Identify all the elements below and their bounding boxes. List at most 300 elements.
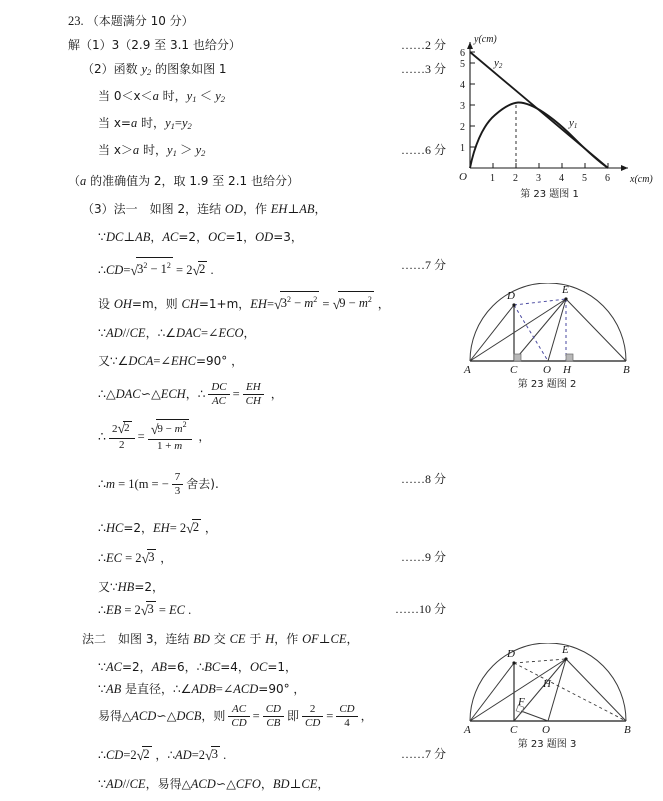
fraction-denominator: 2 [109, 438, 135, 452]
line-4-y1-sub: 1 [170, 121, 175, 131]
fraction-numerator: 2 [309, 703, 316, 716]
line-7-od: OD [224, 202, 243, 216]
x-tick-label-5: 5 [582, 173, 587, 184]
point-label-D: D [507, 648, 515, 660]
line-17-a: ∴ [98, 551, 106, 566]
line-4-b: 时， [137, 116, 166, 130]
line-5-rel: ＞ [176, 143, 196, 157]
figure-3-svg [438, 643, 656, 735]
line-16-eh: EH [153, 521, 170, 536]
line-20-ce2: CE [330, 632, 347, 647]
line-12-dca: DCA [128, 354, 154, 368]
point-label-C: C [510, 364, 518, 375]
line-10-eh: EH [250, 297, 267, 311]
solution-text-column [68, 14, 446, 801]
line-25-ad: AD [105, 776, 123, 791]
line-7-b: ，作 [242, 202, 271, 216]
line-8-c: =2， [178, 230, 209, 244]
line-11-dac: DAC [175, 326, 201, 340]
line-23-c: ， [360, 709, 373, 724]
segment-OF [521, 711, 548, 721]
solution-line-25 [68, 777, 440, 792]
triangle-symbol: △ [151, 387, 161, 402]
line-21-e: =1， [267, 660, 298, 675]
line-22-b: 是直径，∴∠ [121, 682, 192, 697]
line-24-ad: AD [175, 747, 192, 762]
curve-y1 [470, 102, 608, 168]
problem-number: 23. [68, 14, 84, 28]
y2-subscript: 2 [147, 67, 152, 77]
label-y2: y2 [494, 57, 503, 70]
line-5-y1: y [167, 143, 173, 157]
fraction-2root2-2 [109, 422, 135, 452]
line-22-adb: ADB [191, 682, 216, 697]
line-6-it: a [80, 174, 87, 188]
point-label-F: F [518, 696, 525, 708]
solution-line-22 [68, 682, 440, 697]
line-3-a-it: a [152, 89, 159, 103]
figure-3-caption: 第 23 题图 3 [517, 739, 577, 750]
fraction-denominator: CH [243, 394, 264, 408]
radical-body: 3 [147, 602, 154, 617]
line-5-a-it: a [132, 143, 140, 157]
because-symbol-3: ∵ [98, 660, 106, 675]
line-15-c: 舍去). [186, 477, 219, 492]
figure-1-caption: 第 23 题图 1 [520, 189, 579, 200]
line-24-cd: CD [105, 747, 124, 762]
x-tick-label-2: 2 [513, 173, 518, 184]
fraction-7-3 [172, 471, 184, 497]
segment-EB [566, 659, 626, 721]
solution-line-19 [68, 602, 446, 620]
line-10-c: =1+m， [198, 297, 251, 311]
point-label-H: H [543, 678, 551, 690]
solution-line-16 [68, 520, 440, 537]
line-12-ehc: EHC [170, 354, 196, 368]
semicircle-arc [470, 283, 626, 361]
line-14-a: ∴ [98, 429, 106, 444]
x-tick-marks [493, 163, 608, 168]
segment-AD [470, 305, 514, 361]
line-18-a: 又∵ [98, 580, 118, 595]
line-3-a: 当 0＜x＜ [98, 89, 153, 103]
fraction-denominator: 3 [172, 484, 184, 498]
problem-title [68, 14, 440, 29]
label-y1: y1 [569, 117, 578, 130]
fraction-numerator: $√9 - m^2$ [150, 420, 187, 439]
x-axis-arrow [621, 165, 628, 171]
radical-sign: √ [136, 748, 145, 764]
similar-symbol-2: ∽ [156, 709, 167, 724]
line-4-y2-sub: 2 [187, 121, 192, 131]
line-9-eq2: = 2 [172, 263, 193, 277]
fraction-denominator: CB [263, 716, 284, 730]
line-20-c: 于 [245, 632, 266, 647]
solution-line-17 [68, 550, 446, 568]
point-label-H: H [563, 364, 571, 375]
radical-sign: √ [186, 522, 194, 538]
line-12-a: 又∵∠ [98, 354, 129, 368]
line-20-ce: CE [229, 632, 246, 647]
line-3-y1: y [186, 89, 193, 103]
line-19-ec: EC [169, 603, 186, 618]
line-22-c: =90° ， [258, 682, 306, 697]
radical-sign: √ [192, 264, 201, 279]
line-24-eq2: =2 [191, 747, 206, 762]
line-21-ac: AC [105, 660, 122, 675]
radical-sign: √ [205, 748, 213, 764]
solution-line-13 [68, 382, 440, 408]
segment-EB [566, 299, 626, 361]
line-15-a: ∴ [98, 477, 106, 492]
fraction-numerator: CD [339, 703, 355, 716]
radical-body: 3 [211, 746, 218, 761]
line-13-eq: = [232, 387, 240, 402]
line-24-c: . [219, 747, 227, 762]
score-marker-6: ……6 分 [400, 143, 446, 157]
x-tick-label-6: 6 [605, 173, 610, 184]
fraction-ac-cd [228, 703, 249, 729]
line-20-bd: BD [193, 632, 210, 647]
line-19-eb: EB [105, 603, 122, 618]
line-16-c: ， [201, 521, 217, 536]
fraction-denominator: 1 + m [148, 439, 192, 453]
y-axis-arrow [467, 42, 473, 49]
point-label-D: D [507, 290, 515, 302]
line-1-text: 解（1）3（2.9 至 3.1 也给分） [68, 38, 241, 52]
line-22-eq: =∠ [215, 682, 234, 697]
triangle-symbol-3: △ [226, 776, 236, 791]
solution-line-24 [68, 746, 446, 764]
line-25-d: ， [317, 776, 330, 791]
similar-symbol-3: ∽ [215, 776, 227, 791]
vertex-D [512, 303, 515, 306]
y-tick-label-6: 6 [460, 48, 465, 59]
line-15-m: m [105, 477, 115, 492]
solution-line-3 [68, 89, 440, 107]
right-angle-mark-H [566, 354, 573, 361]
line-13-a: ∴△ [98, 387, 116, 402]
line-18-hb: HB [117, 580, 135, 595]
solution-line-23 [68, 704, 440, 730]
solution-line-4 [68, 116, 440, 134]
line-20-of: OF [302, 632, 319, 647]
line-20-b: 交 [209, 632, 230, 647]
line-16-eq: = 2 [169, 521, 187, 536]
line-8-dc: DC [105, 230, 124, 244]
score-marker-10: ……10 分 [394, 602, 446, 617]
solution-line-7 [68, 202, 440, 217]
line-20-d: ，作 [274, 632, 303, 647]
line-8-oc: OC [208, 230, 226, 244]
fraction-2-cd [302, 703, 323, 729]
perp-symbol: ⊥ [287, 202, 300, 216]
radical-7 [141, 602, 156, 619]
line-21-d: =4， [220, 660, 250, 675]
line-3-y2-sub: 2 [220, 94, 226, 104]
line-23-a: 易得△ [98, 709, 132, 724]
x-tick-label-1: 1 [490, 173, 495, 184]
fraction-denominator: CD [228, 716, 249, 730]
because-symbol-2: ∵ [98, 326, 106, 340]
segment-AE [470, 299, 566, 361]
line-19-a: ∴ [98, 603, 106, 618]
line-25-bd: BD [272, 776, 290, 791]
line-4-a: 当 x= [98, 116, 131, 130]
line-21-c: =6，∴ [166, 660, 205, 675]
figure-2-caption: 第 23 题图 2 [517, 379, 577, 390]
line-10-eq2: = [319, 297, 333, 311]
line-3-rel: ＜ [196, 89, 216, 103]
therefore-symbol: ∴ [98, 263, 106, 277]
radical-body: $9 - m^2$ [338, 291, 374, 311]
line-14-eq: = [137, 429, 145, 444]
segment-AD [470, 663, 514, 721]
segment-BD-dashed [514, 663, 626, 721]
line-2-suffix: 的图象如图 1 [151, 62, 227, 76]
line-23-eq: = [252, 709, 260, 724]
line-3-b: 时， [158, 89, 187, 103]
similar-symbol: ∽ [140, 387, 152, 402]
line-10-eq: = [266, 297, 274, 311]
radical-body: $3^2 - m^2$ [280, 291, 320, 311]
figure-1-svg [442, 30, 657, 185]
line-21-oc: OC [249, 660, 268, 675]
line-16-a: ∴ [98, 521, 106, 536]
radical-5 [186, 520, 201, 537]
radical-2 [192, 262, 207, 279]
line-24-eq: =2 [123, 747, 137, 762]
parallel-symbol: // [122, 326, 130, 340]
because-symbol-4: ∵ [98, 682, 106, 697]
line-19-eq2: = [155, 603, 170, 618]
line-5-y2-sub: 2 [201, 148, 206, 158]
line-3-y1-sub: 1 [192, 94, 197, 104]
point-label-O: O [542, 724, 550, 735]
line-23-dcb: DCB [176, 709, 202, 724]
because-symbol-5: ∵ [98, 776, 106, 791]
radical-8 [137, 747, 152, 764]
fraction-numerator: 2√2 [111, 421, 130, 437]
fraction-cd-cb [263, 703, 284, 729]
solution-line-15 [68, 471, 446, 498]
line-5-y2: y [195, 143, 202, 157]
parallel-symbol-2: // [122, 776, 130, 791]
score-marker-9: ……9 分 [400, 550, 446, 565]
line-8-e: =3， [273, 230, 303, 244]
line-21-ab: AB [151, 660, 167, 675]
y-tick-label-2: 2 [460, 122, 465, 133]
line-16-b: =2， [123, 521, 154, 536]
fraction-cd-4 [336, 703, 357, 729]
point-label-B: B [623, 364, 630, 375]
fraction-denominator: AC [208, 394, 229, 408]
line-19-b: . [185, 603, 192, 618]
radical-1 [130, 258, 173, 279]
solution-line-20 [68, 632, 440, 647]
fraction-denominator: 4 [336, 716, 357, 730]
line-9-cd: CD [105, 263, 124, 277]
line-25-acd: ACD [190, 776, 216, 791]
radical-sign: √ [140, 604, 149, 620]
line-9-eq: = [123, 263, 131, 277]
line-7-a: （3）法一 如图 2，连结 [82, 202, 225, 216]
perp-symbol-3: ⊥ [318, 632, 331, 647]
line-8-ab: AB [135, 230, 151, 244]
line-12-eq: =∠ [153, 354, 171, 368]
line-24-b: ，∴ [151, 747, 176, 762]
line-23-ji: 即 [286, 709, 299, 724]
line-15-b: = 1(m = − [114, 477, 169, 492]
radical-6 [142, 550, 157, 567]
radical-sign: √ [141, 552, 150, 568]
vertex-E [564, 657, 567, 660]
solution-line-12 [68, 354, 440, 369]
line-13-c: ， [266, 387, 283, 402]
vertex-E [564, 297, 567, 300]
solution-line-18 [68, 580, 440, 595]
point-label-O: O [543, 364, 551, 375]
because-symbol: ∵ [98, 230, 106, 244]
fraction-numerator: 7 [174, 471, 181, 484]
fraction-dc-ac [208, 381, 229, 407]
line-18-b: =2， [134, 580, 165, 595]
radical-body: $3^2 - 1^2$ [136, 257, 173, 277]
line-25-cfo: CFO [235, 776, 261, 791]
line-23-acd: ACD [131, 709, 157, 724]
solution-line-2 [68, 62, 446, 80]
fraction-numerator: EH [245, 381, 261, 393]
figure-2-svg [438, 283, 656, 375]
line-24-a: ∴ [98, 747, 106, 762]
radical-sign: √ [130, 264, 139, 279]
solution-line-9 [68, 258, 446, 279]
line-4-y1: y [165, 116, 171, 130]
line-11-eco: ECO [218, 326, 244, 340]
line-7-eh: EH [270, 202, 288, 216]
radical-4 [333, 292, 374, 313]
radical-body: 2 [143, 746, 150, 761]
point-label-E: E [562, 284, 569, 296]
figure-2-diagram [438, 283, 656, 390]
y-tick-label-1: 1 [460, 143, 465, 154]
point-label-E: E [562, 644, 569, 656]
x-axis-label: x(cm) [630, 174, 653, 185]
y2-var: y [141, 62, 148, 76]
line-17-b: ， [156, 551, 173, 566]
line-8-od: OD [255, 230, 274, 244]
solution-line-21 [68, 660, 440, 675]
line-10-a: 设 [98, 297, 114, 311]
line-16-hc: HC [105, 521, 124, 536]
line-9-end: . [207, 263, 214, 277]
line-22-acd: ACD [233, 682, 259, 697]
right-angle-mark-C [514, 354, 521, 361]
line-25-b: ，易得△ [145, 776, 191, 791]
line-11-b: ，∴∠ [145, 326, 176, 340]
score-marker-7: ……7 分 [400, 258, 446, 272]
segment-DE-dashed [514, 659, 566, 663]
line-19-eq: = 2 [121, 603, 141, 618]
line-11-c: ， [243, 326, 256, 340]
line-13-dac: DAC [115, 387, 141, 402]
problem-header: （本题满分 10 分） [86, 14, 194, 28]
y-tick-label-4: 4 [460, 80, 465, 91]
line-20-h: H [265, 632, 275, 647]
line-21-b: =2， [121, 660, 152, 675]
line-11-ad: AD [105, 326, 123, 340]
y-tick-marks [470, 52, 475, 147]
solution-line-6 [68, 174, 440, 189]
line-5-a: 当 x＞ [98, 143, 133, 157]
fraction-eh-ch [243, 381, 264, 407]
line-25-c: ， [260, 776, 273, 791]
solution-line-5 [68, 143, 446, 161]
line-25-ce: CE [129, 776, 146, 791]
score-marker-2: ……2 分 [400, 38, 446, 52]
line-3-y2: y [215, 89, 221, 103]
segment-EC [514, 299, 566, 361]
line-5-b: 时， [139, 143, 167, 157]
line-22-ab: AB [105, 682, 122, 697]
figure-1-graph [442, 30, 657, 200]
radical-9 [205, 747, 220, 764]
line-4-rel: = [174, 116, 182, 130]
y-axis-label: y(cm) [474, 34, 497, 45]
solution-line-14 [68, 421, 440, 454]
line-12-b: =90° ， [195, 354, 244, 368]
line-23-eq2: = [326, 709, 334, 724]
radical-3 [274, 292, 319, 313]
point-label-A: A [464, 364, 471, 375]
radical-sign: √ [332, 298, 341, 313]
fraction-denominator: CD [302, 716, 323, 730]
fraction-numerator: CD [265, 703, 281, 716]
y-tick-label-3: 3 [460, 101, 465, 112]
figure-3-diagram [438, 643, 656, 750]
fraction-root9m2-1m [148, 420, 192, 453]
line-8-b: ， [150, 230, 163, 244]
fraction-numerator: AC [231, 703, 247, 716]
line-11-eq: =∠ [200, 326, 219, 340]
line-6-a: （ [68, 174, 81, 188]
line-7-ab: AB [299, 202, 315, 216]
perp-symbol-2: ⊥ [123, 230, 136, 244]
line-20-e: ， [346, 632, 359, 647]
line-25-ce2: CE [301, 776, 318, 791]
solution-line-8 [68, 230, 440, 245]
line-4-a-it: a [130, 116, 138, 130]
origin-label: O [459, 171, 467, 183]
solution-line-11 [68, 326, 440, 341]
line-17-eq: = 2 [121, 551, 142, 566]
x-tick-label-3: 3 [536, 173, 541, 184]
line-8-ac: AC [162, 230, 179, 244]
radical-sign: √ [274, 298, 282, 313]
line-11-ce: CE [129, 326, 146, 340]
line-21-bc: BC [204, 660, 221, 675]
line-10-ch: CH [181, 297, 199, 311]
point-label-C: C [510, 724, 518, 735]
y-tick-label-5: 5 [460, 59, 465, 70]
line-23-b: ，则 [201, 709, 226, 724]
point-label-A: A [464, 724, 471, 735]
radical-body: 2 [199, 262, 206, 276]
radical-body: 3 [148, 550, 155, 565]
score-marker-7b: ……7 分 [400, 746, 446, 761]
line-10-b: =m，则 [131, 297, 182, 311]
triangle-symbol-2: △ [166, 709, 177, 724]
